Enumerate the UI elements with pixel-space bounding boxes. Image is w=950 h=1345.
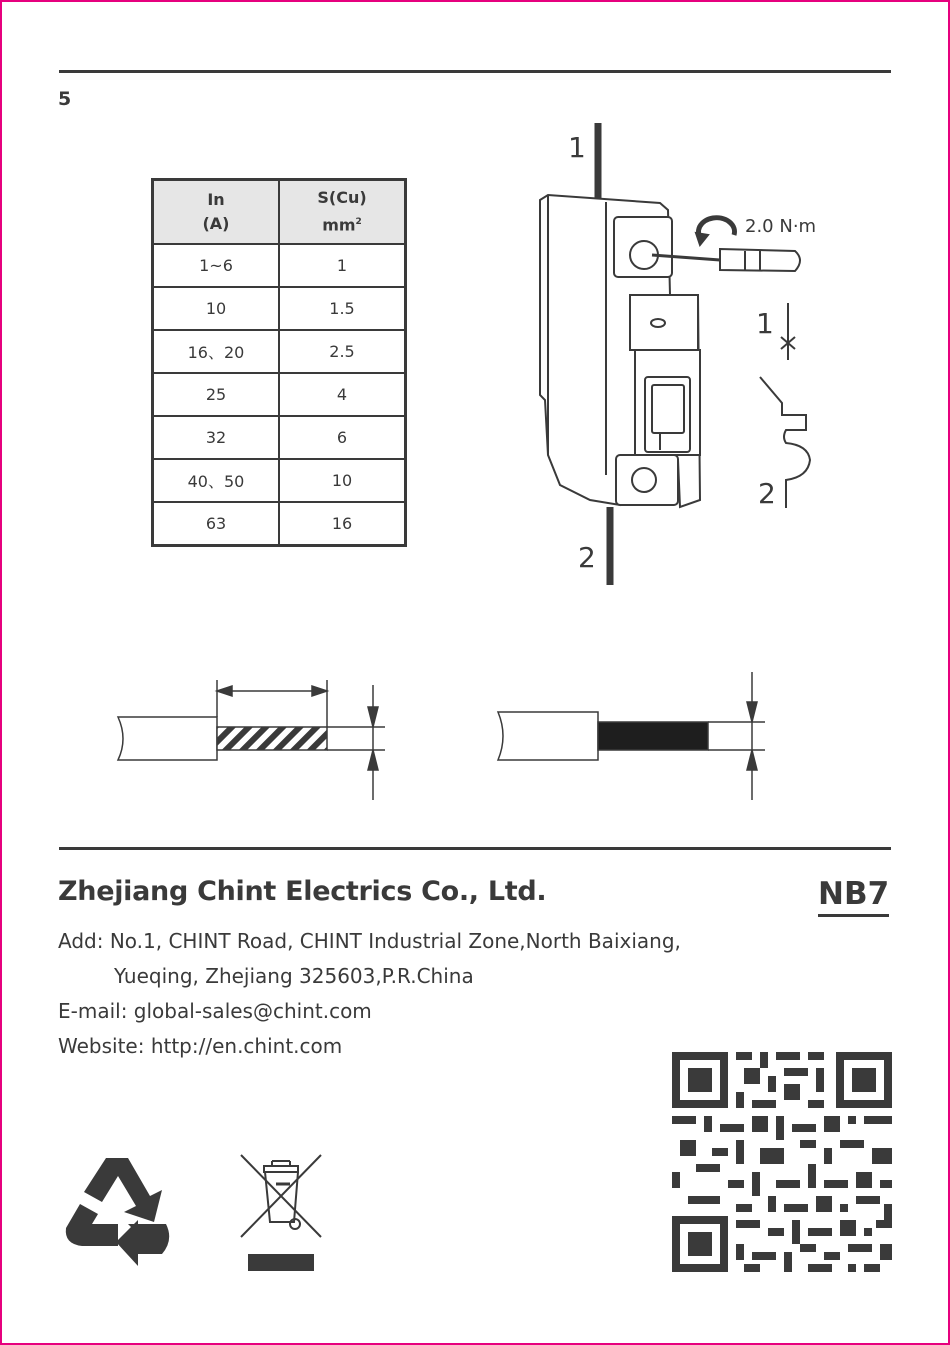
table-row: 10 1.5: [153, 287, 406, 330]
table-header-row: [153, 180, 406, 245]
table-row: 40、50 10: [153, 459, 406, 502]
header-in: In (A): [153, 180, 280, 245]
table-row: 63 16: [153, 502, 406, 546]
footer-rule: [59, 847, 891, 850]
qr-code: [672, 1052, 892, 1272]
recycle-icon: [58, 1150, 180, 1272]
stripped-wire-diagram: [110, 675, 400, 805]
symbol-bottom-label: 2: [758, 477, 776, 510]
wire-size-table: [151, 178, 407, 547]
crossed-bin-icon: [238, 1152, 324, 1274]
terminal-bottom-label: 2: [578, 541, 596, 574]
top-rule: [59, 70, 891, 73]
symbol-top-label: 1: [756, 307, 774, 340]
website-text: Website: http://en.chint.com: [58, 1034, 343, 1058]
email-text: E-mail: global-sales@chint.com: [58, 999, 372, 1023]
breaker-diagram: [520, 115, 840, 595]
header-s-cu: S(Cu) $mm^2$: [279, 180, 406, 245]
address-line-1: Add: No.1, CHINT Road, CHINT Industrial Zone,North Baixiang,: [58, 929, 681, 953]
torque-label: 2.0 N·m: [745, 216, 817, 237]
table-row: 32 6: [153, 416, 406, 459]
company-name: Zhejiang Chint Electrics Co., Ltd.: [58, 876, 547, 907]
table-row: 25 4: [153, 373, 406, 416]
conductor-diagram: [490, 670, 780, 805]
model-name: NB7: [818, 874, 889, 917]
page-number: 5: [58, 88, 72, 110]
table-row: 16、20 2.5: [153, 330, 406, 373]
table-row: 1~6 1: [153, 244, 406, 287]
terminal-top-label: 1: [568, 131, 586, 164]
address-line-2: Yueqing, Zhejiang 325603,P.R.China: [114, 964, 474, 988]
